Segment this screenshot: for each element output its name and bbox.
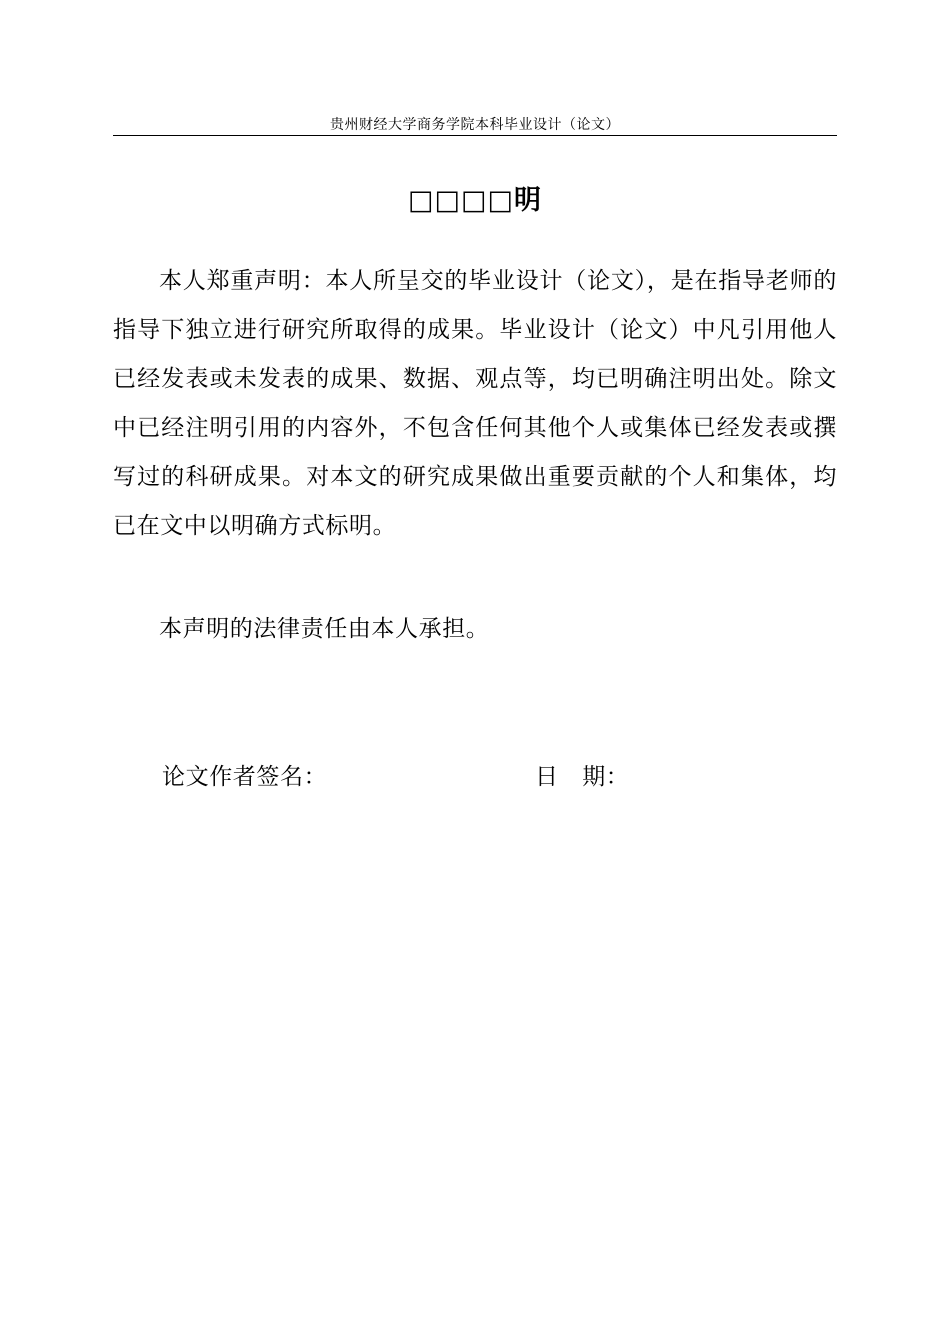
date-label: 日 期： <box>535 764 630 790</box>
document-title: □□□□明 <box>407 185 543 216</box>
running-header: 贵州财经大学商务学院本科毕业设计（论文） <box>330 117 620 133</box>
liability-statement: 本声明的法律责任由本人承担。 <box>159 616 490 642</box>
author-signature-label: 论文作者签名： <box>162 764 328 790</box>
signature-row <box>0 753 950 802</box>
header-rule <box>113 135 837 136</box>
declaration-paragraph: 本人郑重声明：本人所呈交的毕业设计（论文），是在指导老师的指导下独立进行研究所取得的成果。毕业设计（论文）中凡引用他人已经发表或未发表的成果、数据、观点等，均已明确注明出处。除文中已经注明引用的内容外，不包含任何其他个人或集体已经发表或撰写过的科研成果。对本文的研究成果做出重要贡献的个人和集体，均已在文中以明确方式标明。 <box>113 268 837 539</box>
